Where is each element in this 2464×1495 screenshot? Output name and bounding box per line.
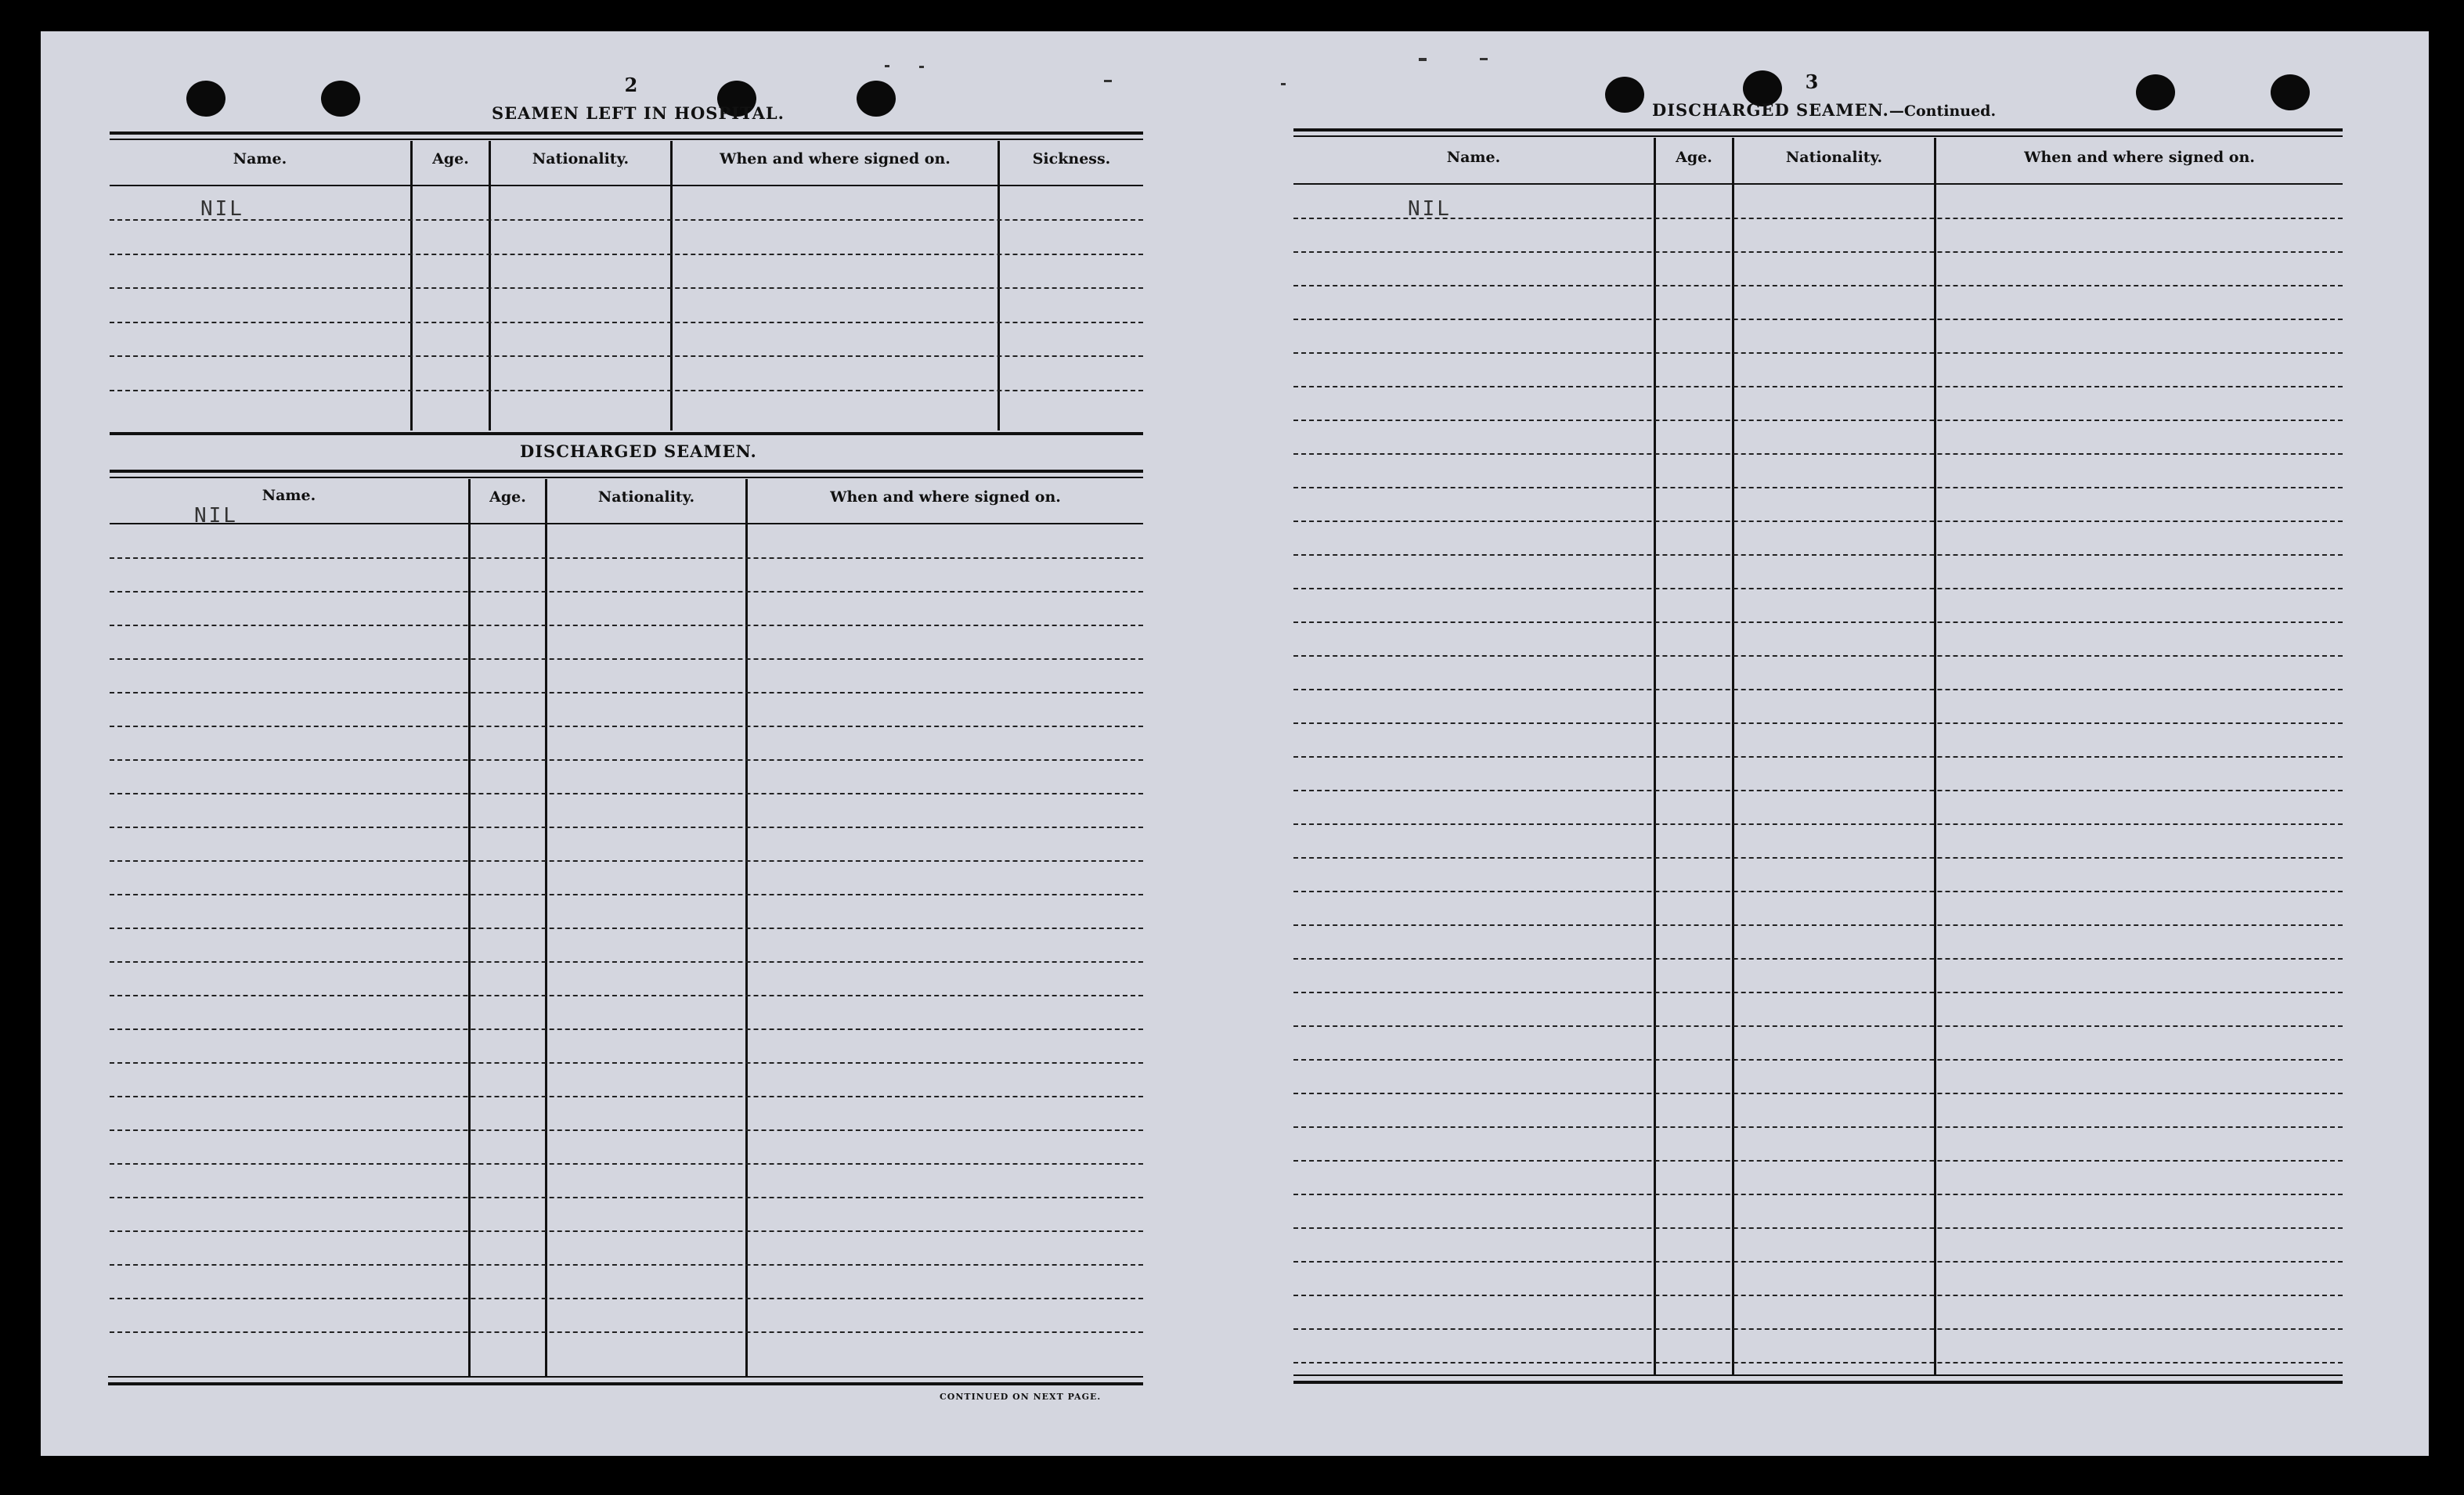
column-header-age: Age. bbox=[489, 488, 526, 506]
continued-entry: NIL bbox=[1408, 197, 1452, 221]
rule bbox=[108, 1376, 1143, 1378]
speck bbox=[919, 66, 924, 68]
speck bbox=[1419, 58, 1427, 61]
hospital-section-title: SEAMEN LEFT IN HOSPITAL. bbox=[492, 103, 785, 123]
ruled-line bbox=[1293, 1227, 2343, 1229]
speck bbox=[1104, 80, 1112, 82]
ruled-line bbox=[110, 254, 1143, 255]
ruled-line bbox=[1293, 521, 2343, 522]
ruled-line bbox=[110, 1197, 1143, 1198]
ruled-line bbox=[1293, 1059, 2343, 1061]
ruled-line bbox=[110, 1129, 1143, 1131]
ruled-line bbox=[1293, 285, 2343, 286]
column-header-name: Name. bbox=[1446, 149, 1501, 166]
ruled-line bbox=[1293, 756, 2343, 758]
ruled-line bbox=[110, 557, 1143, 559]
rule bbox=[110, 477, 1143, 478]
ruled-line bbox=[110, 692, 1143, 693]
ruled-line bbox=[1293, 722, 2343, 724]
ruled-line bbox=[1293, 958, 2343, 960]
column-header-name: Name. bbox=[233, 150, 287, 168]
ruled-line bbox=[1293, 689, 2343, 690]
ruled-line bbox=[1293, 251, 2343, 253]
ruled-line bbox=[110, 1264, 1143, 1266]
punch-hole bbox=[321, 81, 360, 117]
ruled-line bbox=[110, 726, 1143, 727]
column-header-nationality: Nationality. bbox=[532, 150, 630, 168]
ruled-line bbox=[110, 1096, 1143, 1097]
ruled-line bbox=[1293, 352, 2343, 354]
discharged-continued-title bbox=[1652, 100, 1996, 120]
ruled-line bbox=[1293, 790, 2343, 791]
speck bbox=[885, 65, 889, 67]
document-sheet bbox=[41, 31, 2429, 1456]
speck bbox=[1281, 83, 1286, 85]
ruled-line bbox=[1293, 1295, 2343, 1296]
ruled-line bbox=[1293, 1194, 2343, 1195]
column-header-signed-on: When and where signed on. bbox=[2024, 149, 2255, 166]
ruled-line bbox=[110, 995, 1143, 996]
column-header-name: Name. bbox=[262, 487, 316, 504]
ruled-line bbox=[1293, 386, 2343, 387]
ruled-line bbox=[1293, 588, 2343, 589]
rule bbox=[110, 470, 1143, 473]
ruled-line bbox=[1293, 453, 2343, 455]
ruled-line bbox=[1293, 1261, 2343, 1263]
ruled-line bbox=[110, 759, 1143, 761]
discharged-entry: NIL bbox=[194, 504, 238, 528]
ruled-line bbox=[1293, 891, 2343, 892]
ruled-line bbox=[1293, 1362, 2343, 1364]
ruled-line bbox=[110, 1331, 1143, 1333]
punch-hole bbox=[1605, 77, 1644, 113]
punch-hole bbox=[857, 81, 896, 117]
ruled-line bbox=[1293, 218, 2343, 219]
ruled-line bbox=[1293, 420, 2343, 421]
discharged-section-title: DISCHARGED SEAMEN. bbox=[520, 441, 757, 461]
punch-hole bbox=[2136, 74, 2175, 110]
ruled-line bbox=[110, 219, 1143, 221]
ruled-line bbox=[110, 625, 1143, 626]
ruled-line bbox=[110, 658, 1143, 660]
ruled-line bbox=[1293, 857, 2343, 859]
ruled-line bbox=[110, 961, 1143, 963]
ruled-line bbox=[1293, 621, 2343, 623]
ruled-line bbox=[1293, 924, 2343, 926]
rule bbox=[110, 139, 1143, 140]
ruled-line bbox=[1293, 1160, 2343, 1162]
ruled-line bbox=[110, 287, 1143, 289]
column-header-signed-on: When and where signed on. bbox=[830, 488, 1061, 506]
speck bbox=[1480, 58, 1488, 60]
ruled-line bbox=[110, 1028, 1143, 1030]
ruled-line bbox=[1293, 992, 2343, 993]
ruled-line bbox=[1293, 1025, 2343, 1027]
hospital-entry: NIL bbox=[200, 197, 244, 221]
header-rule bbox=[110, 523, 1143, 524]
footer-note: CONTINUED ON NEXT PAGE. bbox=[940, 1392, 1102, 1402]
punch-hole bbox=[2271, 74, 2310, 110]
ruled-line bbox=[110, 322, 1143, 323]
column-header-age: Age. bbox=[432, 150, 469, 168]
rule bbox=[1293, 135, 2343, 137]
ruled-line bbox=[110, 1230, 1143, 1232]
rule bbox=[1293, 128, 2343, 131]
punch-hole bbox=[186, 81, 225, 117]
ruled-line bbox=[110, 860, 1143, 862]
page-number-left: 2 bbox=[624, 74, 638, 96]
ruled-line bbox=[1293, 655, 2343, 657]
ruled-line bbox=[1293, 1093, 2343, 1094]
ruled-line bbox=[110, 827, 1143, 828]
rule bbox=[110, 432, 1143, 435]
title-main: DISCHARGED SEAMEN. bbox=[1652, 100, 1889, 120]
column-header-age: Age. bbox=[1676, 149, 1712, 166]
column-header-sickness: Sickness. bbox=[1032, 150, 1111, 168]
ruled-line bbox=[110, 355, 1143, 357]
ruled-line bbox=[110, 390, 1143, 391]
ruled-line bbox=[1293, 554, 2343, 556]
rule bbox=[110, 131, 1143, 135]
ruled-line bbox=[110, 894, 1143, 895]
column-header-nationality: Nationality. bbox=[597, 488, 695, 506]
ruled-line bbox=[1293, 1126, 2343, 1128]
ruled-line bbox=[1293, 487, 2343, 488]
ruled-line bbox=[1293, 1328, 2343, 1330]
header-rule bbox=[110, 185, 1143, 186]
rule bbox=[108, 1382, 1143, 1385]
rule bbox=[1293, 1374, 2343, 1376]
ruled-line bbox=[110, 928, 1143, 929]
ruled-line bbox=[110, 793, 1143, 794]
ruled-line bbox=[110, 1298, 1143, 1299]
page-number-right: 3 bbox=[1805, 70, 1819, 93]
ruled-line bbox=[110, 1163, 1143, 1165]
ruled-line bbox=[1293, 823, 2343, 825]
title-suffix: —Continued. bbox=[1889, 103, 1997, 120]
ruled-line bbox=[1293, 319, 2343, 320]
column-header-nationality: Nationality. bbox=[1785, 149, 1883, 166]
ruled-line bbox=[110, 1062, 1143, 1064]
ruled-line bbox=[110, 591, 1143, 593]
column-header-signed-on: When and where signed on. bbox=[720, 150, 951, 168]
rule bbox=[1293, 1381, 2343, 1384]
header-rule bbox=[1293, 183, 2343, 185]
